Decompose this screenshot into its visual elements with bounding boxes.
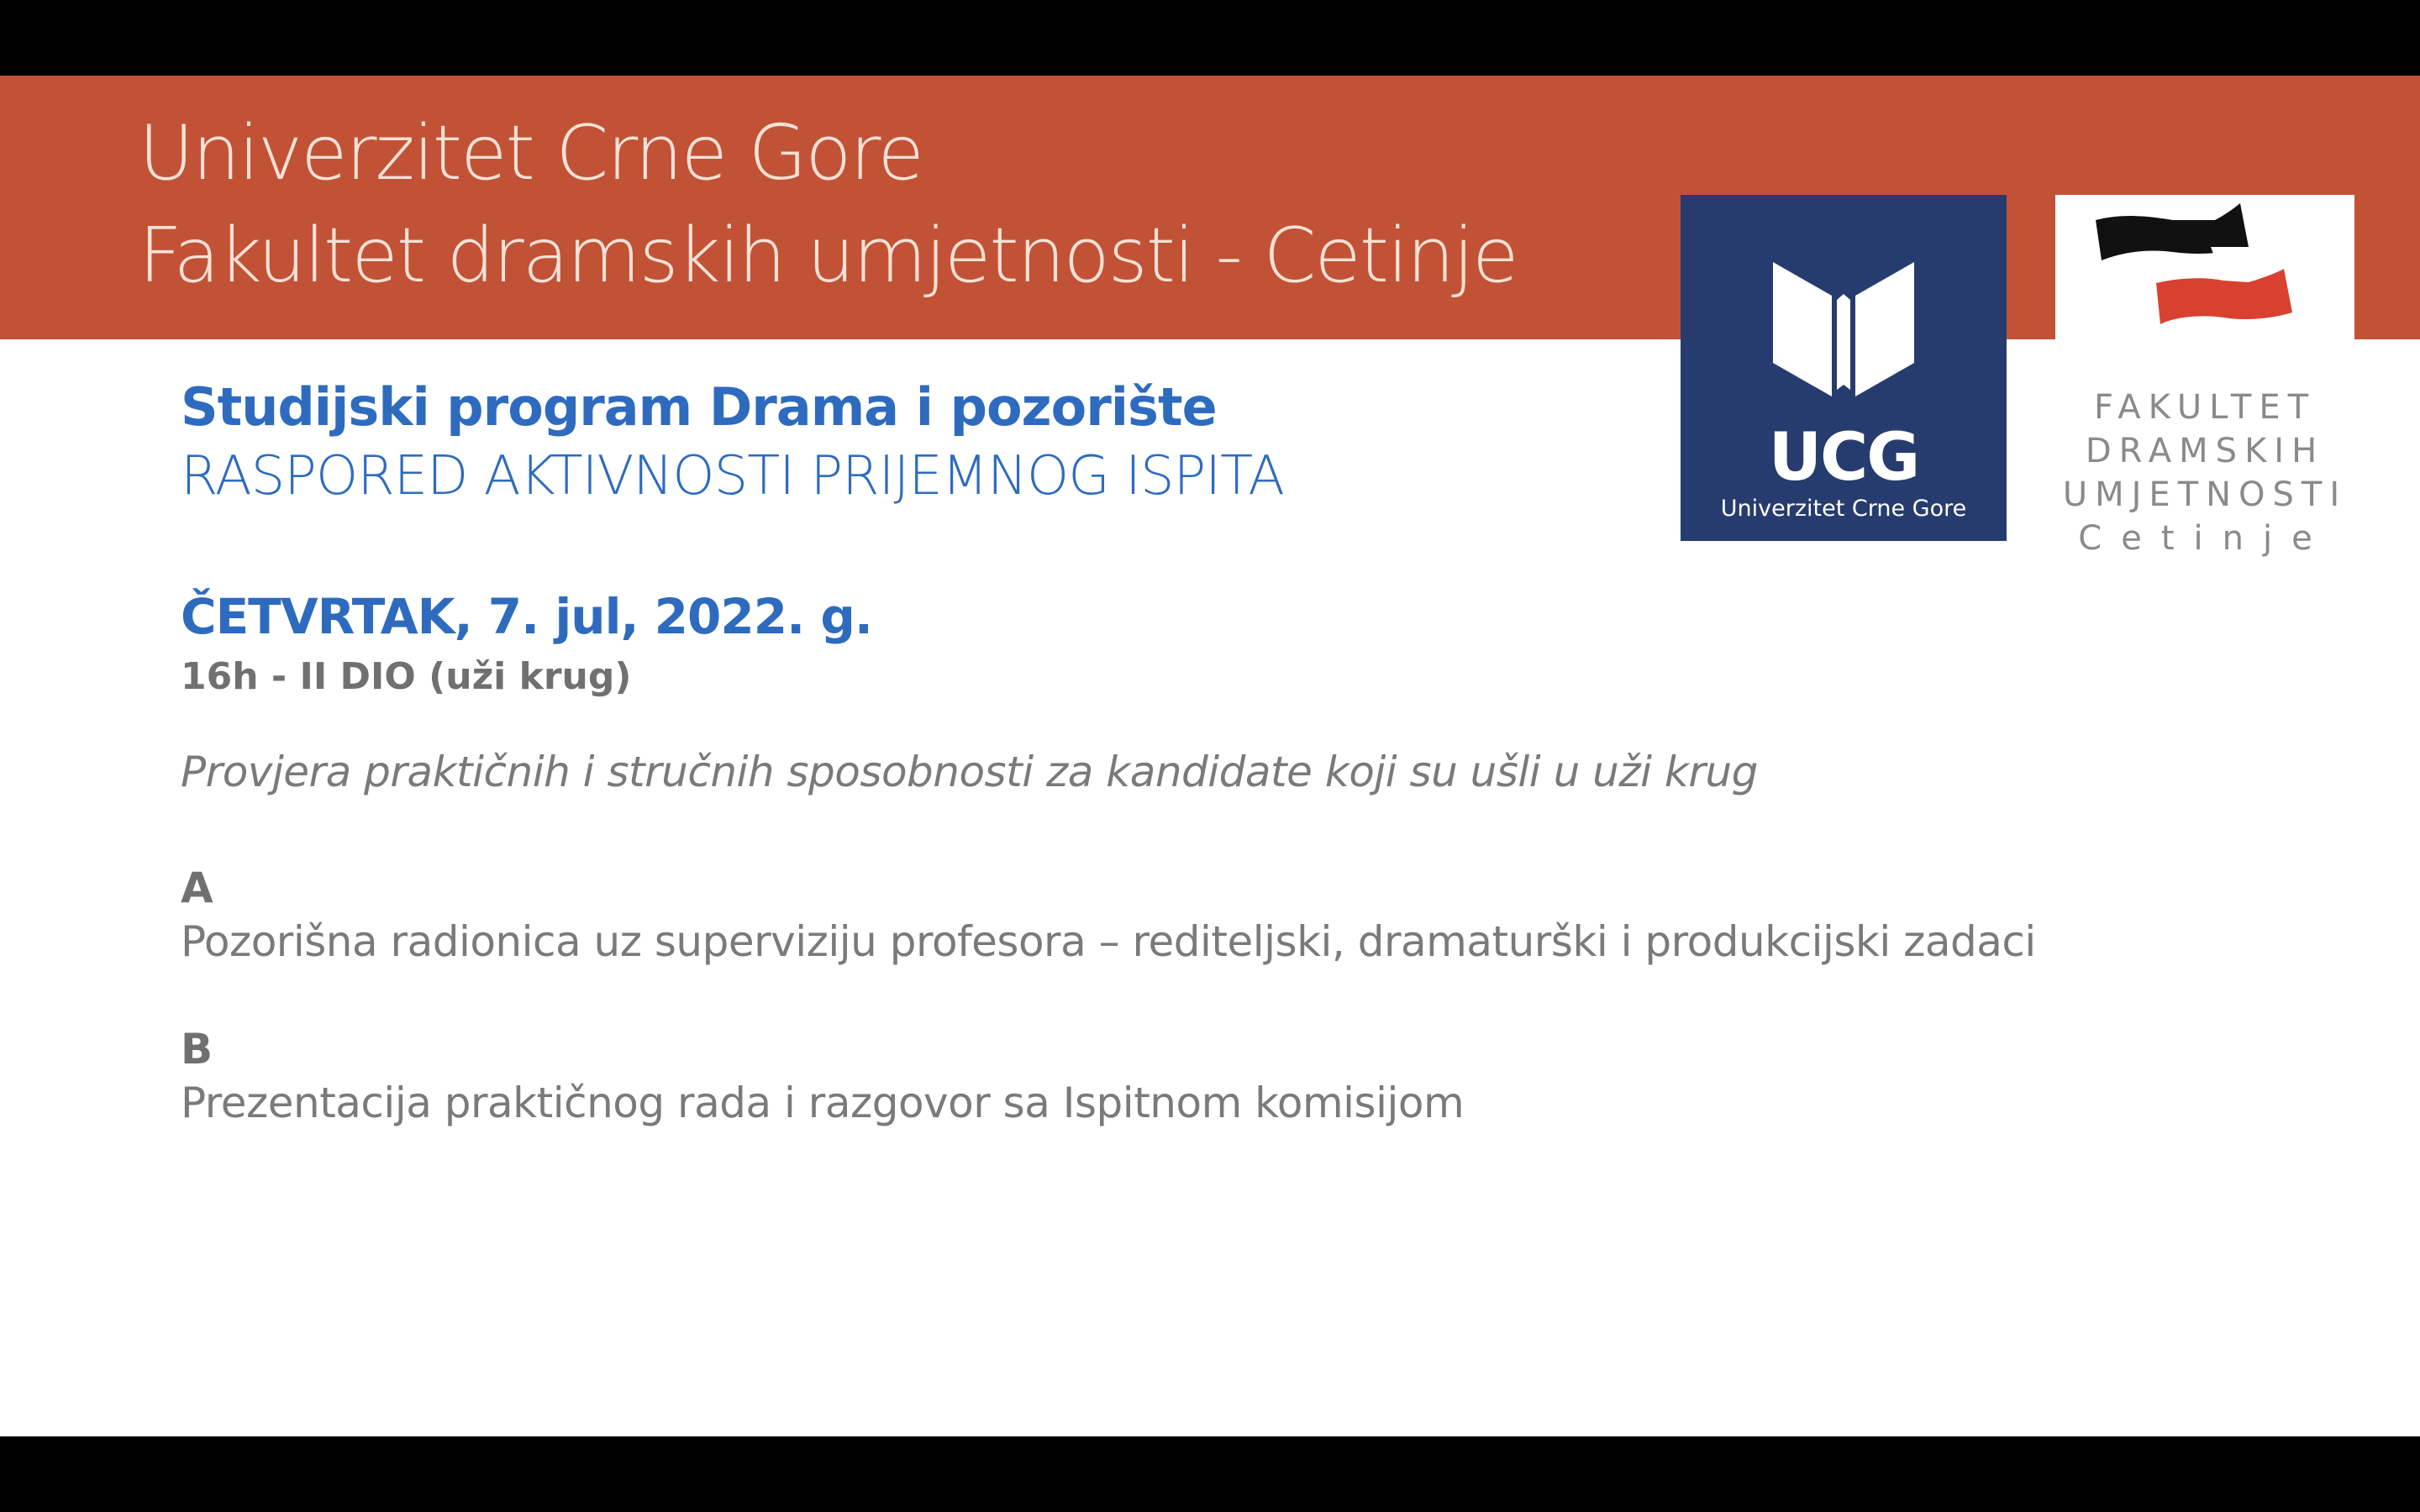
section-b-text: Prezentacija praktičnog rada i razgovor sa Ispitnom komisijom <box>181 1079 1465 1127</box>
exam-time: 16h - II DIO (uži krug) <box>181 655 632 698</box>
ucg-logo <box>1681 195 2007 541</box>
fdu-line-3: UMJETNOSTI <box>2062 475 2348 514</box>
faculty-name: Fakultet dramskih umjetnosti - Cetinje <box>139 212 1518 300</box>
university-name: Univerzitet Crne Gore <box>139 109 923 197</box>
intro-text: Provjera praktičnih i stručnih sposobnosti za kandidate koji su ušli u uži krug <box>181 748 1758 796</box>
slide <box>0 76 2420 1436</box>
fdu-flag-icon <box>2055 195 2354 346</box>
section-a-label: A <box>181 864 213 912</box>
section-b-label: B <box>181 1025 213 1074</box>
program-title: Studijski program Drama i pozorište <box>181 376 1217 438</box>
open-book-icon <box>1681 195 2007 413</box>
fdu-line-4: Cetinje <box>2078 519 2332 558</box>
schedule-title: RASPORED AKTIVNOSTI PRIJEMNOG ISPITA <box>181 445 1285 507</box>
fdu-line-2: DRAMSKIH <box>2085 432 2325 470</box>
ucg-acronym: UCG <box>1768 420 1919 496</box>
exam-date: ČETVRTAK, 7. jul, 2022. g. <box>181 588 872 645</box>
fdu-logo <box>2055 195 2354 564</box>
fdu-line-1: FAKULTET <box>2093 388 2317 427</box>
ucg-caption: Univerzitet Crne Gore <box>1720 496 1967 522</box>
section-a-text: Pozorišna radionica uz superviziju profesora – rediteljski, dramaturški i produkcijski zadaci <box>181 917 2036 966</box>
